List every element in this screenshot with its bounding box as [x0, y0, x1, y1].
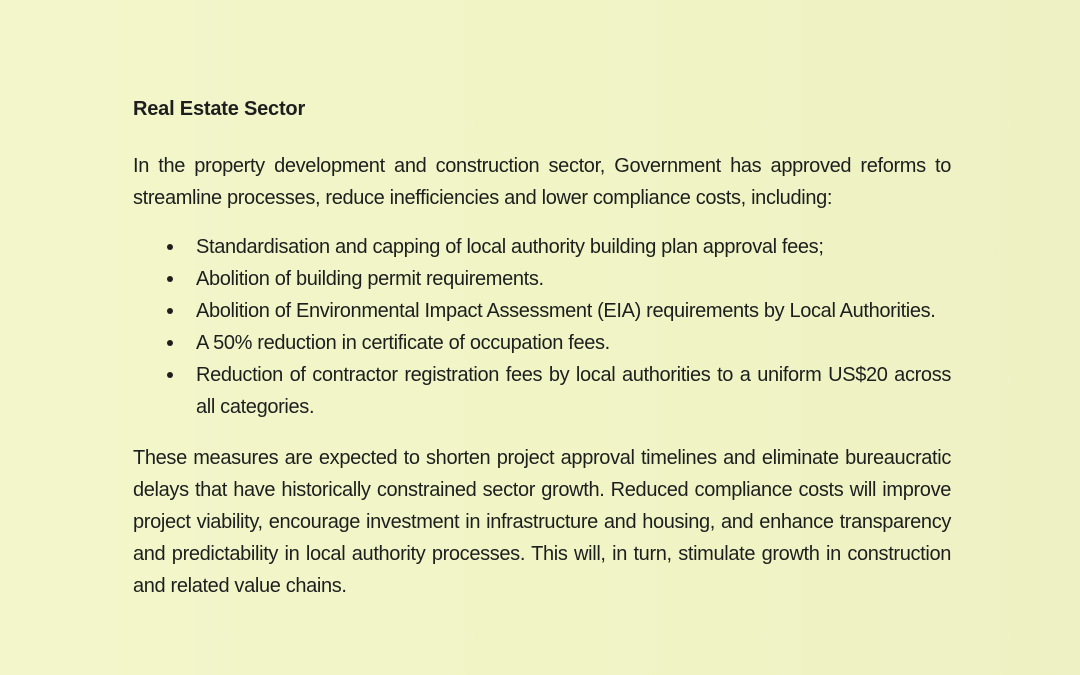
- list-item: [133, 231, 951, 263]
- bullet-icon: [167, 308, 173, 314]
- list-item-text: Standardisation and capping of local authority building plan approval fees;: [196, 236, 824, 258]
- section-heading: Real Estate Sector: [133, 98, 306, 120]
- list-item: [133, 295, 951, 327]
- bullet-icon: [167, 244, 173, 250]
- conclusion-paragraph: These measures are expected to shorten project approval timelines and eliminate bureaucratic delays that have historically constrained sector growth. Reduced compliance costs will improve project viability, encourage investment in infrastructure and housing, and enhance transparency and predictability in local authority processes. This will, in turn, stimulate growth in construction and related value chains.: [133, 447, 951, 597]
- intro-paragraph: In the property development and construction sector, Government has approved reforms to streamline processes, reduce inefficiencies and lower compliance costs, including:: [133, 155, 951, 209]
- bullet-icon: [167, 372, 173, 378]
- reform-list: [133, 231, 951, 423]
- list-item: [133, 263, 951, 295]
- list-item-text: Abolition of Environmental Impact Assessment (EIA) requirements by Local Authorities.: [196, 300, 936, 322]
- list-item-text: Reduction of contractor registration fees by local authorities to a uniform US$20 across all categories.: [196, 364, 951, 418]
- bullet-icon: [167, 276, 173, 282]
- list-item: [133, 359, 951, 423]
- list-item-text: Abolition of building permit requirements.: [196, 268, 544, 290]
- list-item: [133, 327, 951, 359]
- list-item-text: A 50% reduction in certificate of occupation fees.: [196, 332, 610, 354]
- document-content: [133, 95, 951, 602]
- bullet-icon: [167, 340, 173, 346]
